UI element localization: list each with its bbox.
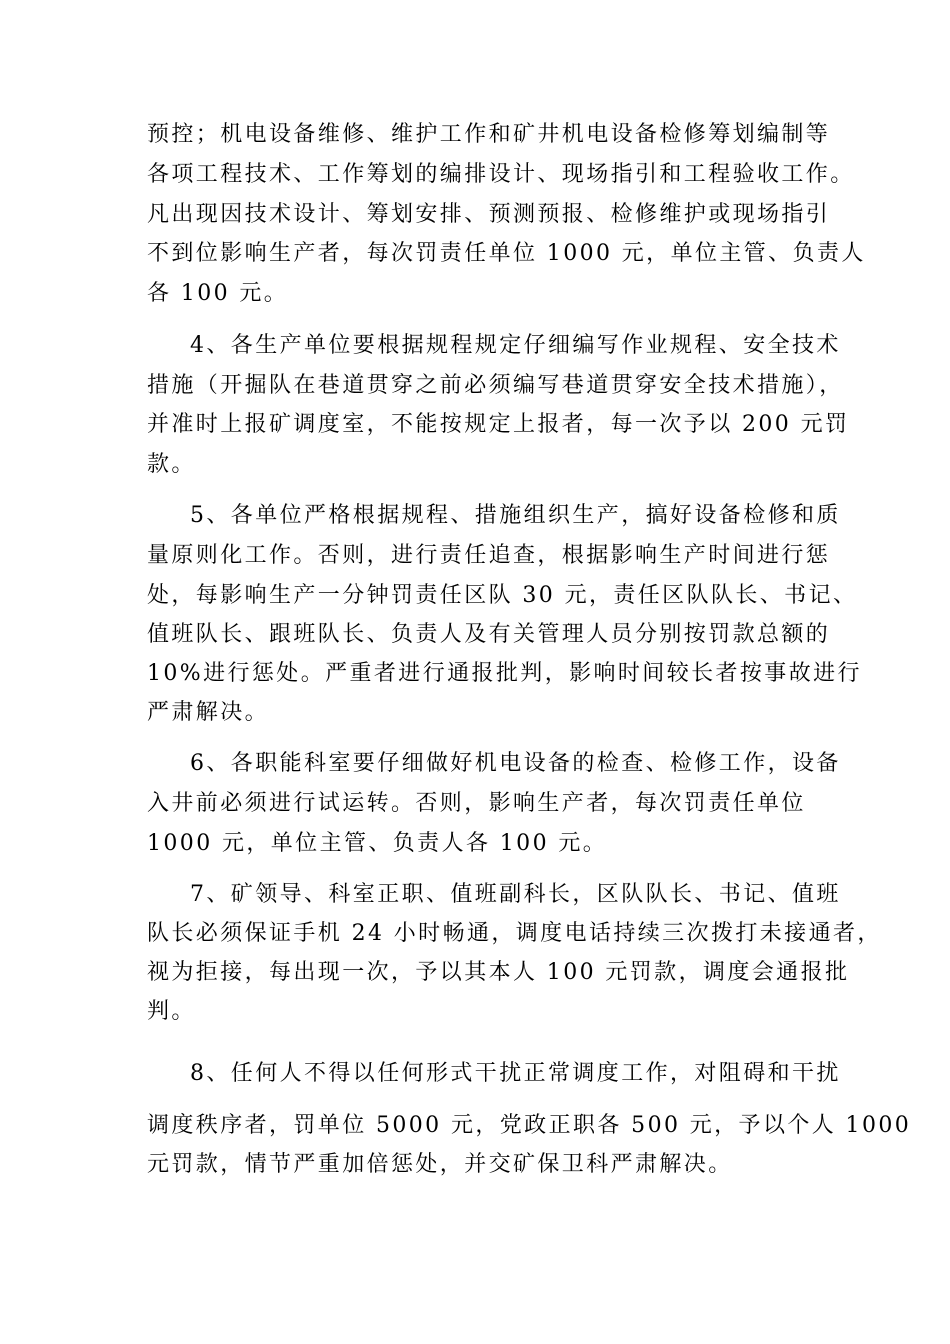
paragraph-2-line-2: 措施（开掘队在巷道贯穿之前必须编写巷道贯穿安全技术措施），	[147, 373, 844, 398]
paragraph-1-line-3: 凡出现因技术设计、筹划安排、预测预报、检修维护或现场指引	[147, 202, 831, 227]
paragraph-2-line-1: 4、各生产单位要根据规程规定仔细编写作业规程、安全技术	[190, 333, 841, 358]
paragraph-3-line-4: 值班队长、跟班队长、负责人及有关管理人员分别按罚款总额的	[147, 622, 831, 647]
paragraph-2-line-4: 款。	[147, 452, 196, 477]
paragraph-4-line-3: 1000 元，单位主管、负责人各 100 元。	[147, 831, 608, 856]
paragraph-1-line-5: 各 100 元。	[147, 281, 289, 306]
paragraph-1-line-1: 预控；机电设备维修、维护工作和矿井机电设备检修筹划编制等	[147, 122, 831, 147]
paragraph-3-line-6: 严肃解决。	[147, 700, 270, 725]
paragraph-5-line-4: 判。	[147, 999, 196, 1024]
paragraph-6-line-1: 8、任何人不得以任何形式干扰正常调度工作，对阻碍和干扰	[190, 1061, 841, 1086]
paragraph-6-line-3: 元罚款，情节严重加倍惩处，并交矿保卫科严肃解决。	[147, 1152, 733, 1177]
paragraph-5-line-1: 7、矿领导、科室正职、值班副科长，区队队长、书记、值班	[190, 882, 841, 907]
paragraph-2-line-3: 并准时上报矿调度室，不能按规定上报者，每一次予以 200 元罚	[147, 412, 850, 437]
paragraph-3-line-3: 处，每影响生产一分钟罚责任区队 30 元，责任区队队长、书记、	[147, 583, 858, 608]
paragraph-1-line-4: 不到位影响生产者，每次罚责任单位 1000 元，单位主管、负责人	[147, 241, 866, 266]
paragraph-3-line-1: 5、各单位严格根据规程、措施组织生产，搞好设备检修和质	[190, 503, 841, 528]
paragraph-5-line-2: 队长必须保证手机 24 小时畅通，调度电话持续三次拨打未接通者，	[147, 921, 882, 946]
paragraph-3-line-5: 10%进行惩处。严重者进行通报批判，影响时间较长者按事故进行	[147, 661, 862, 686]
paragraph-1-line-2: 各项工程技术、工作筹划的编排设计、现场指引和工程验收工作。	[147, 162, 855, 187]
paragraph-5-line-3: 视为拒接，每出现一次，予以其本人 100 元罚款，调度会通报批	[147, 960, 850, 985]
paragraph-4-line-2: 入井前必须进行试运转。否则，影响生产者，每次罚责任单位	[147, 791, 806, 816]
paragraph-6-line-2: 调度秩序者，罚单位 5000 元，党政正职各 500 元，予以个人 1000	[147, 1113, 912, 1138]
paragraph-3-line-2: 量原则化工作。否则，进行责任追查，根据影响生产时间进行惩	[147, 543, 831, 568]
paragraph-4-line-1: 6、各职能科室要仔细做好机电设备的检查、检修工作，设备	[190, 751, 841, 776]
